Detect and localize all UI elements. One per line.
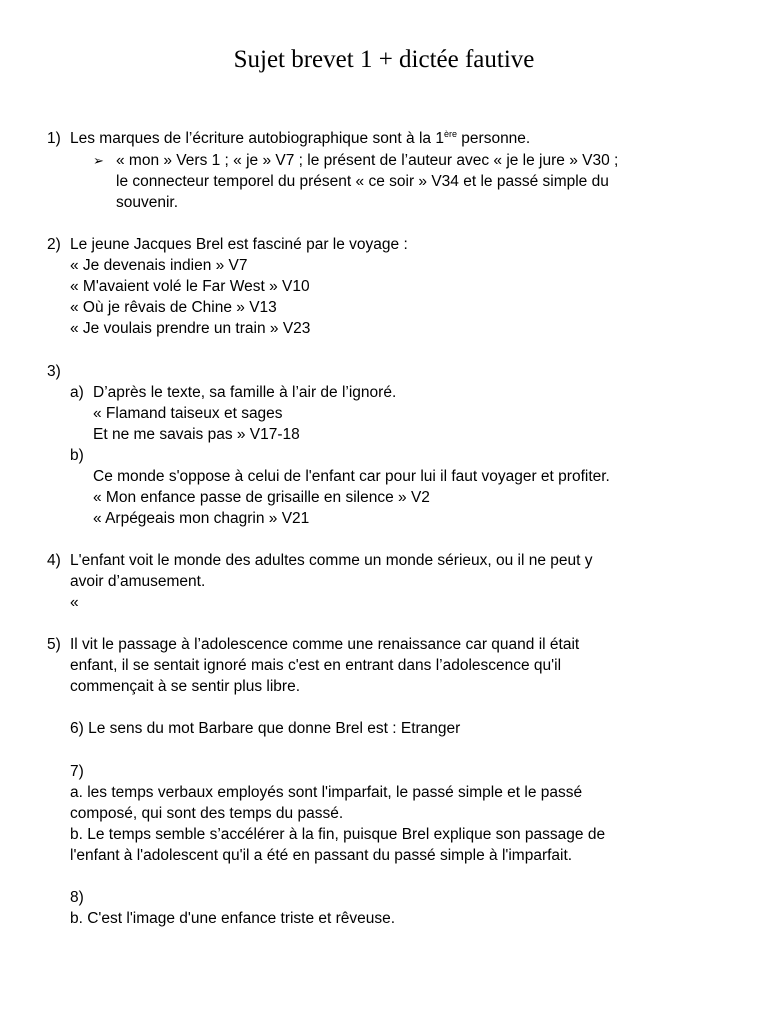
answer-line: composé, qui sont des temps du passé. (70, 805, 344, 822)
quote-line: « M'avaient volé le Far West » V10 (70, 278, 310, 295)
answer-line: Ce monde s'oppose à celui de l'enfant car pour lui il faut voyager et profiter. (93, 468, 610, 485)
answer-line: a. les temps verbaux employés sont l'imparfait, le passé simple et le passé (70, 784, 583, 801)
quote-line: « Mon enfance passe de grisaille en silence » V2 (93, 489, 430, 506)
answer-line: avoir d’amusement. (70, 573, 206, 590)
question-number: 8) (70, 889, 84, 906)
bullet-line: « mon » Vers 1 ; « je » V7 ; le présent de l’auteur avec « je le jure » V30 ; (116, 152, 619, 169)
quote-line: « Je voulais prendre un train » V23 (70, 320, 311, 337)
sub-question-label: a) (70, 384, 84, 401)
answer-line: Il vit le passage à l’adolescence comme une renaissance car quand il était (70, 636, 580, 653)
question-number: 2) (47, 236, 61, 253)
answer-line: « (70, 594, 79, 611)
quote-line: Et ne me savais pas » V17-18 (93, 426, 300, 443)
quote-line: « Je devenais indien » V7 (70, 257, 248, 274)
bullet-line: le connecteur temporel du présent « ce soir » V34 et le passé simple du (116, 173, 609, 190)
quote-line: « Arpégeais mon chagrin » V21 (93, 510, 310, 527)
answer-line: enfant, il se sentait ignoré mais c'est en entrant dans l’adolescence qu'il (70, 657, 562, 674)
question-number: 4) (47, 552, 61, 569)
ordinal-superscript: ère (443, 129, 457, 139)
answer-line: commençait à se sentir plus libre. (70, 678, 301, 695)
question-number: 1) (47, 130, 61, 147)
quote-line: « Où je rêvais de Chine » V13 (70, 299, 277, 316)
answer-line: 6) Le sens du mot Barbare que donne Brel est : Etranger (70, 720, 461, 737)
arrow-bullet-icon: ➢ (93, 153, 104, 168)
page-title: Sujet brevet 1 + dictée fautive (233, 46, 535, 73)
answer-line: Les marques de l’écriture autobiographique sont à la 1ère personne. (70, 129, 531, 147)
answer-line: Le jeune Jacques Brel est fasciné par le voyage : (70, 236, 408, 253)
answer-line: b. Le temps semble s’accélérer à la fin, puisque Brel explique son passage de (70, 826, 606, 843)
question-number: 5) (47, 636, 61, 653)
question-number: 3) (47, 363, 61, 380)
sub-question-label: b) (70, 447, 84, 464)
question-number: 7) (70, 763, 84, 780)
bullet-line: souvenir. (116, 194, 179, 211)
quote-line: « Flamand taiseux et sages (93, 405, 283, 422)
answer-line: D’après le texte, sa famille à l’air de l’ignoré. (93, 384, 397, 401)
answer-line: l'enfant à l'adolescent qu'il a été en passant du passé simple à l'imparfait. (70, 847, 573, 864)
answer-line: b. C'est l'image d'une enfance triste et rêveuse. (70, 910, 396, 927)
answer-line: L'enfant voit le monde des adultes comme un monde sérieux, ou il ne peut y (70, 552, 593, 569)
